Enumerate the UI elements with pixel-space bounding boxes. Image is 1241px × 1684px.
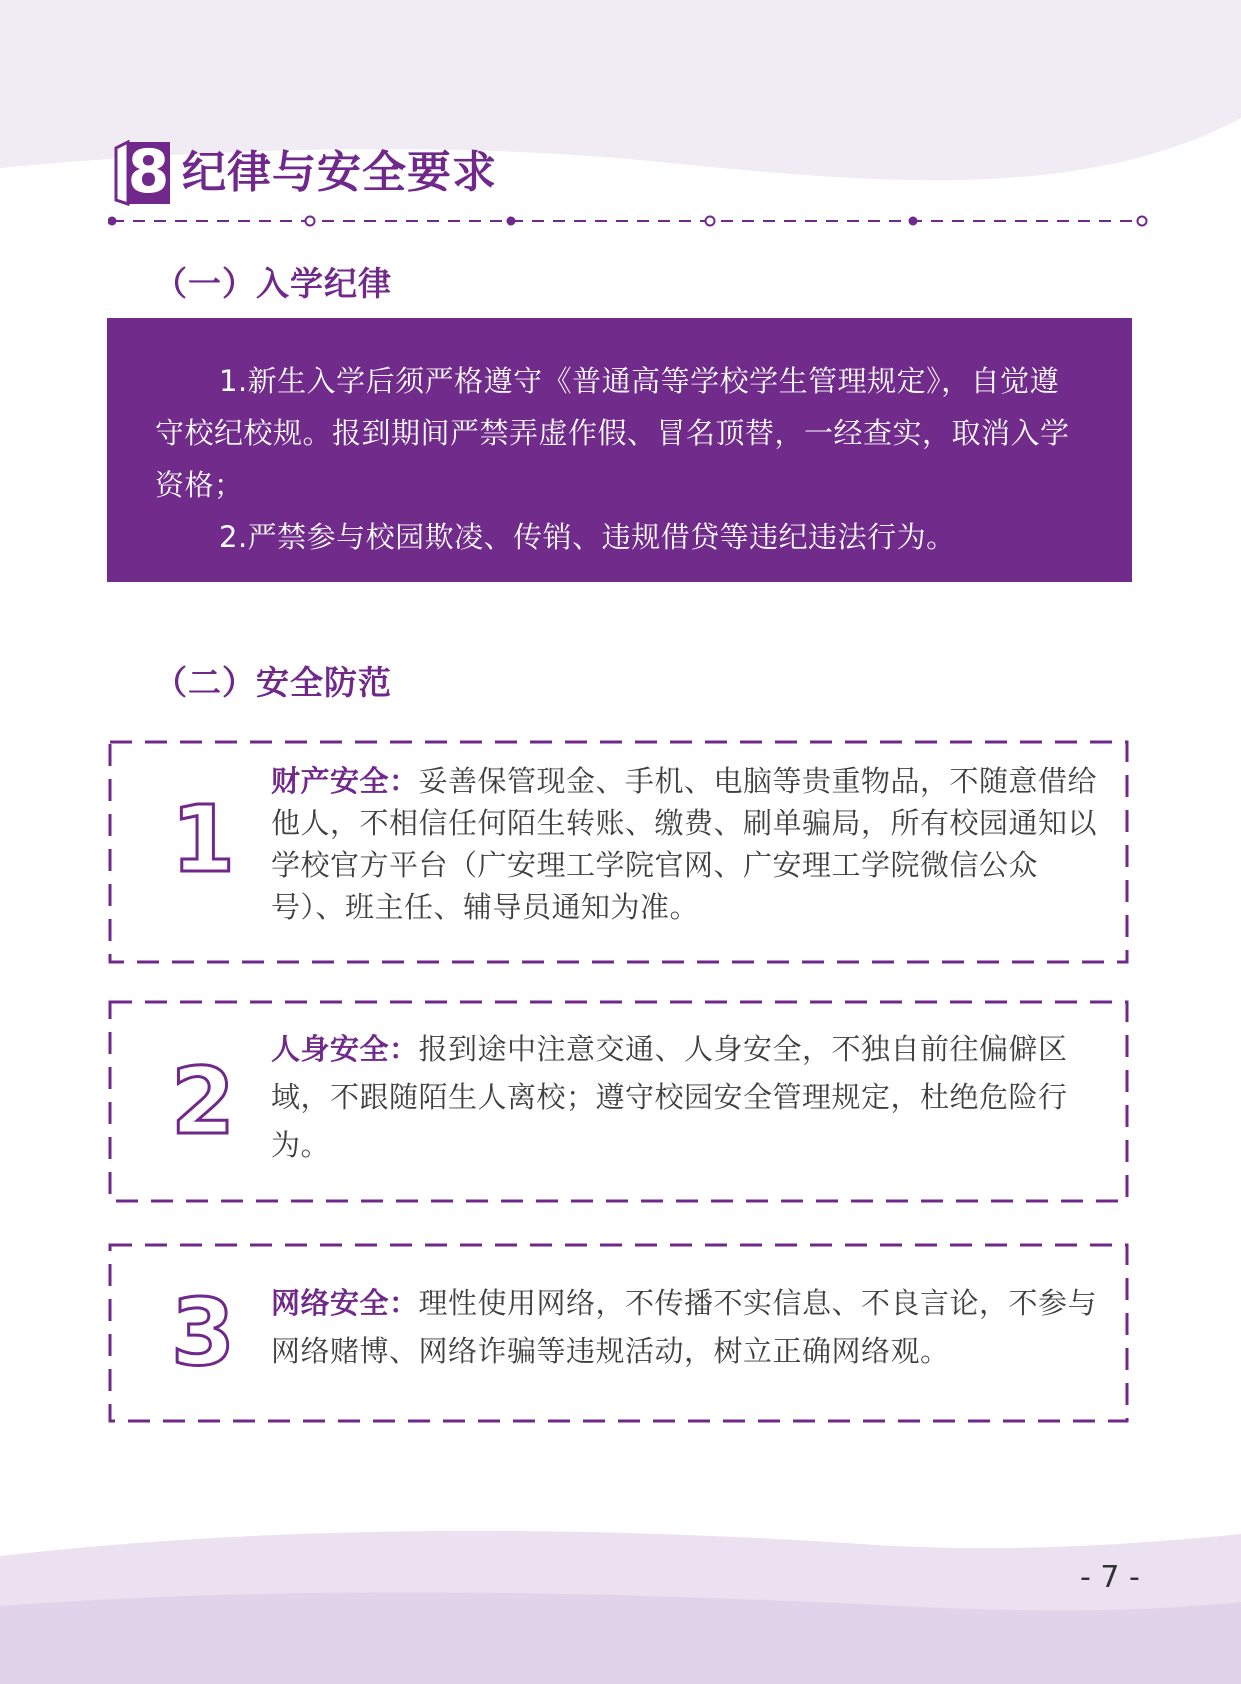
item-body: 妥善保管现金、手机、电脑等贵重物品，不随意借给他人，不相信任何陌生转账、缴费、刷单骗局，所有校园通知以学校官方平台（广安理工学院官网、广安理工学院微信公众号）、班主任、辅导员通知为准。 [271,764,1098,924]
safety-item-network [108,1243,1129,1423]
item-label: 网络安全： [271,1286,419,1320]
item-label: 财产安全： [271,764,419,798]
rule-paragraph-1: 1.新生入学后须严格遵守《普通高等学校学生管理规定》，自觉遵守校纪校规。报到期间严禁弄虚作假、冒名顶替，一经查实，取消入学资格； [155,364,1070,502]
section-number: 8 [127,137,170,207]
page-title: 纪律与安全要求 [182,147,497,198]
section-heading-safety: （二）安全防范 [154,663,392,702]
section-number-badge [114,137,170,207]
safety-item-personal [108,1000,1129,1203]
item-text [271,1279,1101,1375]
enrollment-discipline-box [107,318,1132,582]
item-number: 1 [170,786,235,893]
dotted-divider [108,210,1148,232]
bottom-wave-background [0,1514,1241,1684]
safety-item-property [108,740,1129,964]
page-number: - 7 - [1080,1560,1140,1595]
section-header [114,137,497,207]
item-text [271,1025,1101,1169]
item-number: 3 [170,1279,235,1386]
item-number: 2 [170,1048,235,1155]
item-body: 理性使用网络，不传播不实信息、不良言论，不参与网络赌博、网络诈骗等违规活动，树立正确网络观。 [271,1286,1098,1368]
rule-paragraph-2: 2.严禁参与校园欺凌、传销、违规借贷等违纪违法行为。 [219,520,956,554]
item-body: 报到途中注意交通、人身安全，不独自前往偏僻区域，不跟随陌生人离校；遵守校园安全管理规定，杜绝危险行为。 [271,1032,1068,1162]
item-text [271,760,1101,928]
item-label: 人身安全： [271,1032,419,1066]
section-heading-enrollment: （一）入学纪律 [154,264,392,303]
